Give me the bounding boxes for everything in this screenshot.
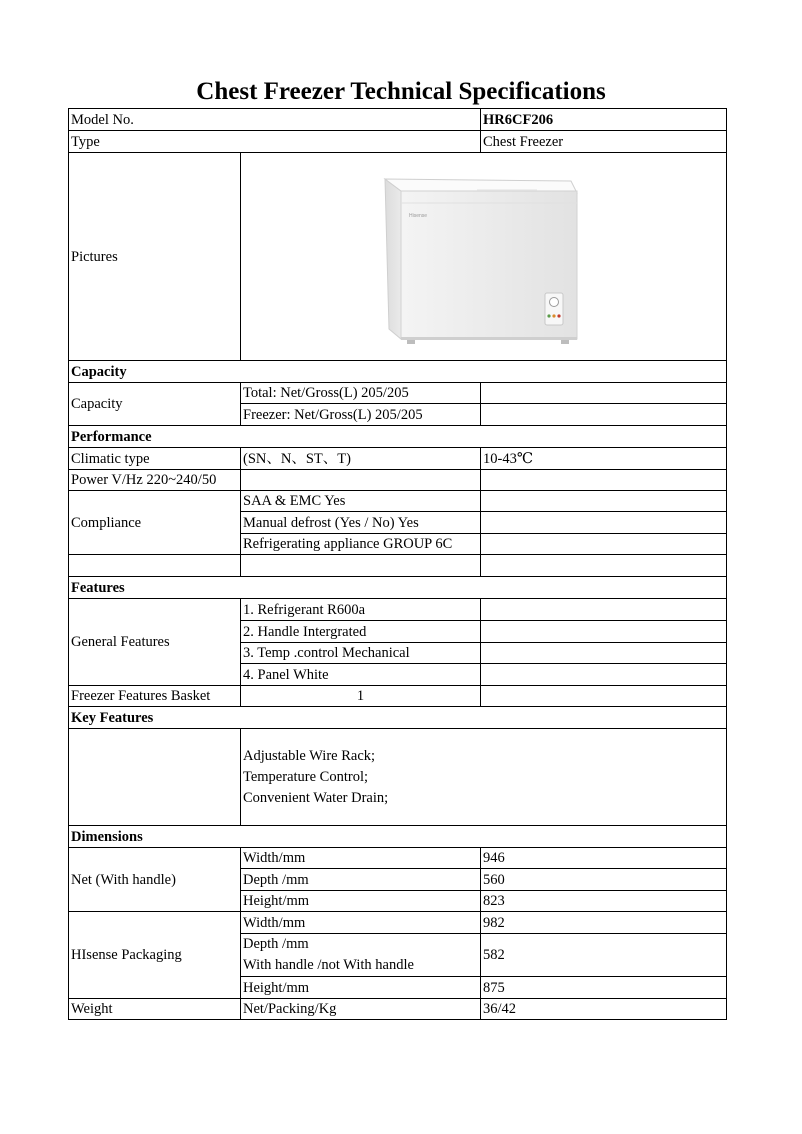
basket-extra [481, 686, 727, 707]
compliance-label: Compliance [69, 491, 241, 555]
general-feature-item: 1. Refrigerant R600a [241, 599, 481, 621]
pack-depth-label-line: With handle /not With handle [243, 957, 414, 973]
pack-depth-label-line: Depth /mm [243, 936, 309, 952]
climatic-row [69, 448, 727, 470]
model-label: Model No. [69, 109, 481, 131]
power-label: Power V/Hz 220~240/50 [69, 470, 241, 491]
weight-label: Weight [69, 999, 241, 1020]
power-value [241, 470, 481, 491]
compliance-extra [481, 512, 727, 534]
blank-cell [69, 555, 241, 577]
chest-freezer-image [379, 169, 589, 351]
basket-label: Freezer Features Basket [69, 686, 241, 707]
capacity-label: Capacity [69, 383, 241, 426]
net-depth-value: 560 [481, 869, 727, 891]
pack-height-value: 875 [481, 977, 727, 999]
pack-label: HIsense Packaging [69, 912, 241, 999]
general-feature-extra [481, 621, 727, 643]
type-label: Type [69, 131, 481, 153]
key-feature-item: Adjustable Wire Rack; [243, 747, 376, 764]
capacity-freezer-extra [481, 404, 727, 426]
weight-unit-label: Net/Packing/Kg [241, 999, 481, 1020]
capacity-header-row [69, 361, 727, 383]
general-feature-item: 3. Temp .control Mechanical [241, 643, 481, 664]
compliance-extra [481, 491, 727, 512]
pack-depth-value: 582 [481, 934, 727, 977]
weight-row [69, 999, 727, 1020]
model-value: HR6CF206 [481, 109, 727, 131]
key-feature-item: Temperature Control; [243, 768, 369, 785]
key-feature-item: Convenient Water Drain; [243, 789, 389, 806]
capacity-total-row [69, 383, 727, 404]
capacity-total-extra [481, 383, 727, 404]
key-features-blank [69, 729, 241, 826]
dimensions-header: Dimensions [69, 826, 727, 848]
blank-row [69, 555, 727, 577]
general-feature-row-1 [69, 599, 727, 621]
pictures-row [69, 153, 727, 361]
compliance-item: Refrigerating appliance GROUP 6C [241, 534, 481, 555]
key-features-list [241, 729, 727, 826]
performance-header-row [69, 426, 727, 448]
spec-table [68, 108, 727, 1020]
features-header: Features [69, 577, 727, 599]
key-features-header-row [69, 707, 727, 729]
model-row [69, 109, 727, 131]
net-label: Net (With handle) [69, 848, 241, 912]
net-height-label: Height/mm [241, 891, 481, 912]
basket-value: 1 [241, 686, 481, 707]
pictures-label: Pictures [69, 153, 241, 361]
pack-depth-label [241, 934, 481, 977]
type-value: Chest Freezer [481, 131, 727, 153]
general-feature-extra [481, 664, 727, 686]
brand-mark: Hisense [408, 212, 427, 219]
blank-cell [241, 555, 481, 577]
pictures-cell [241, 153, 727, 361]
page-title: Chest Freezer Technical Specifications [196, 78, 606, 105]
pack-width-row [69, 912, 727, 934]
net-width-label: Width/mm [241, 848, 481, 869]
net-width-value: 946 [481, 848, 727, 869]
type-row [69, 131, 727, 153]
blank-cell [481, 555, 727, 577]
general-feature-item: 2. Handle Intergrated [241, 621, 481, 643]
general-feature-item: 4. Panel White [241, 664, 481, 686]
climatic-label: Climatic type [69, 448, 241, 470]
performance-header: Performance [69, 426, 727, 448]
pack-height-label: Height/mm [241, 977, 481, 999]
basket-row [69, 686, 727, 707]
power-extra [481, 470, 727, 491]
climatic-value: (SN、N、ST、T) [241, 448, 481, 470]
compliance-extra [481, 534, 727, 555]
key-features-header: Key Features [69, 707, 727, 729]
pack-width-label: Width/mm [241, 912, 481, 934]
net-height-value: 823 [481, 891, 727, 912]
compliance-item: Manual defrost (Yes / No) Yes [241, 512, 481, 534]
net-width-row [69, 848, 727, 869]
general-feature-extra [481, 599, 727, 621]
general-features-label: General Features [69, 599, 241, 686]
general-feature-extra [481, 643, 727, 664]
net-depth-label: Depth /mm [241, 869, 481, 891]
capacity-header: Capacity [69, 361, 727, 383]
climatic-range: 10-43℃ [481, 448, 727, 470]
dimensions-header-row [69, 826, 727, 848]
compliance-item: SAA & EMC Yes [241, 491, 481, 512]
features-header-row [69, 577, 727, 599]
compliance-row-1 [69, 491, 727, 512]
power-row [69, 470, 727, 491]
capacity-total: Total: Net/Gross(L) 205/205 [241, 383, 481, 404]
pack-width-value: 982 [481, 912, 727, 934]
weight-value: 36/42 [481, 999, 727, 1020]
capacity-freezer: Freezer: Net/Gross(L) 205/205 [241, 404, 481, 426]
key-features-row [69, 729, 727, 826]
